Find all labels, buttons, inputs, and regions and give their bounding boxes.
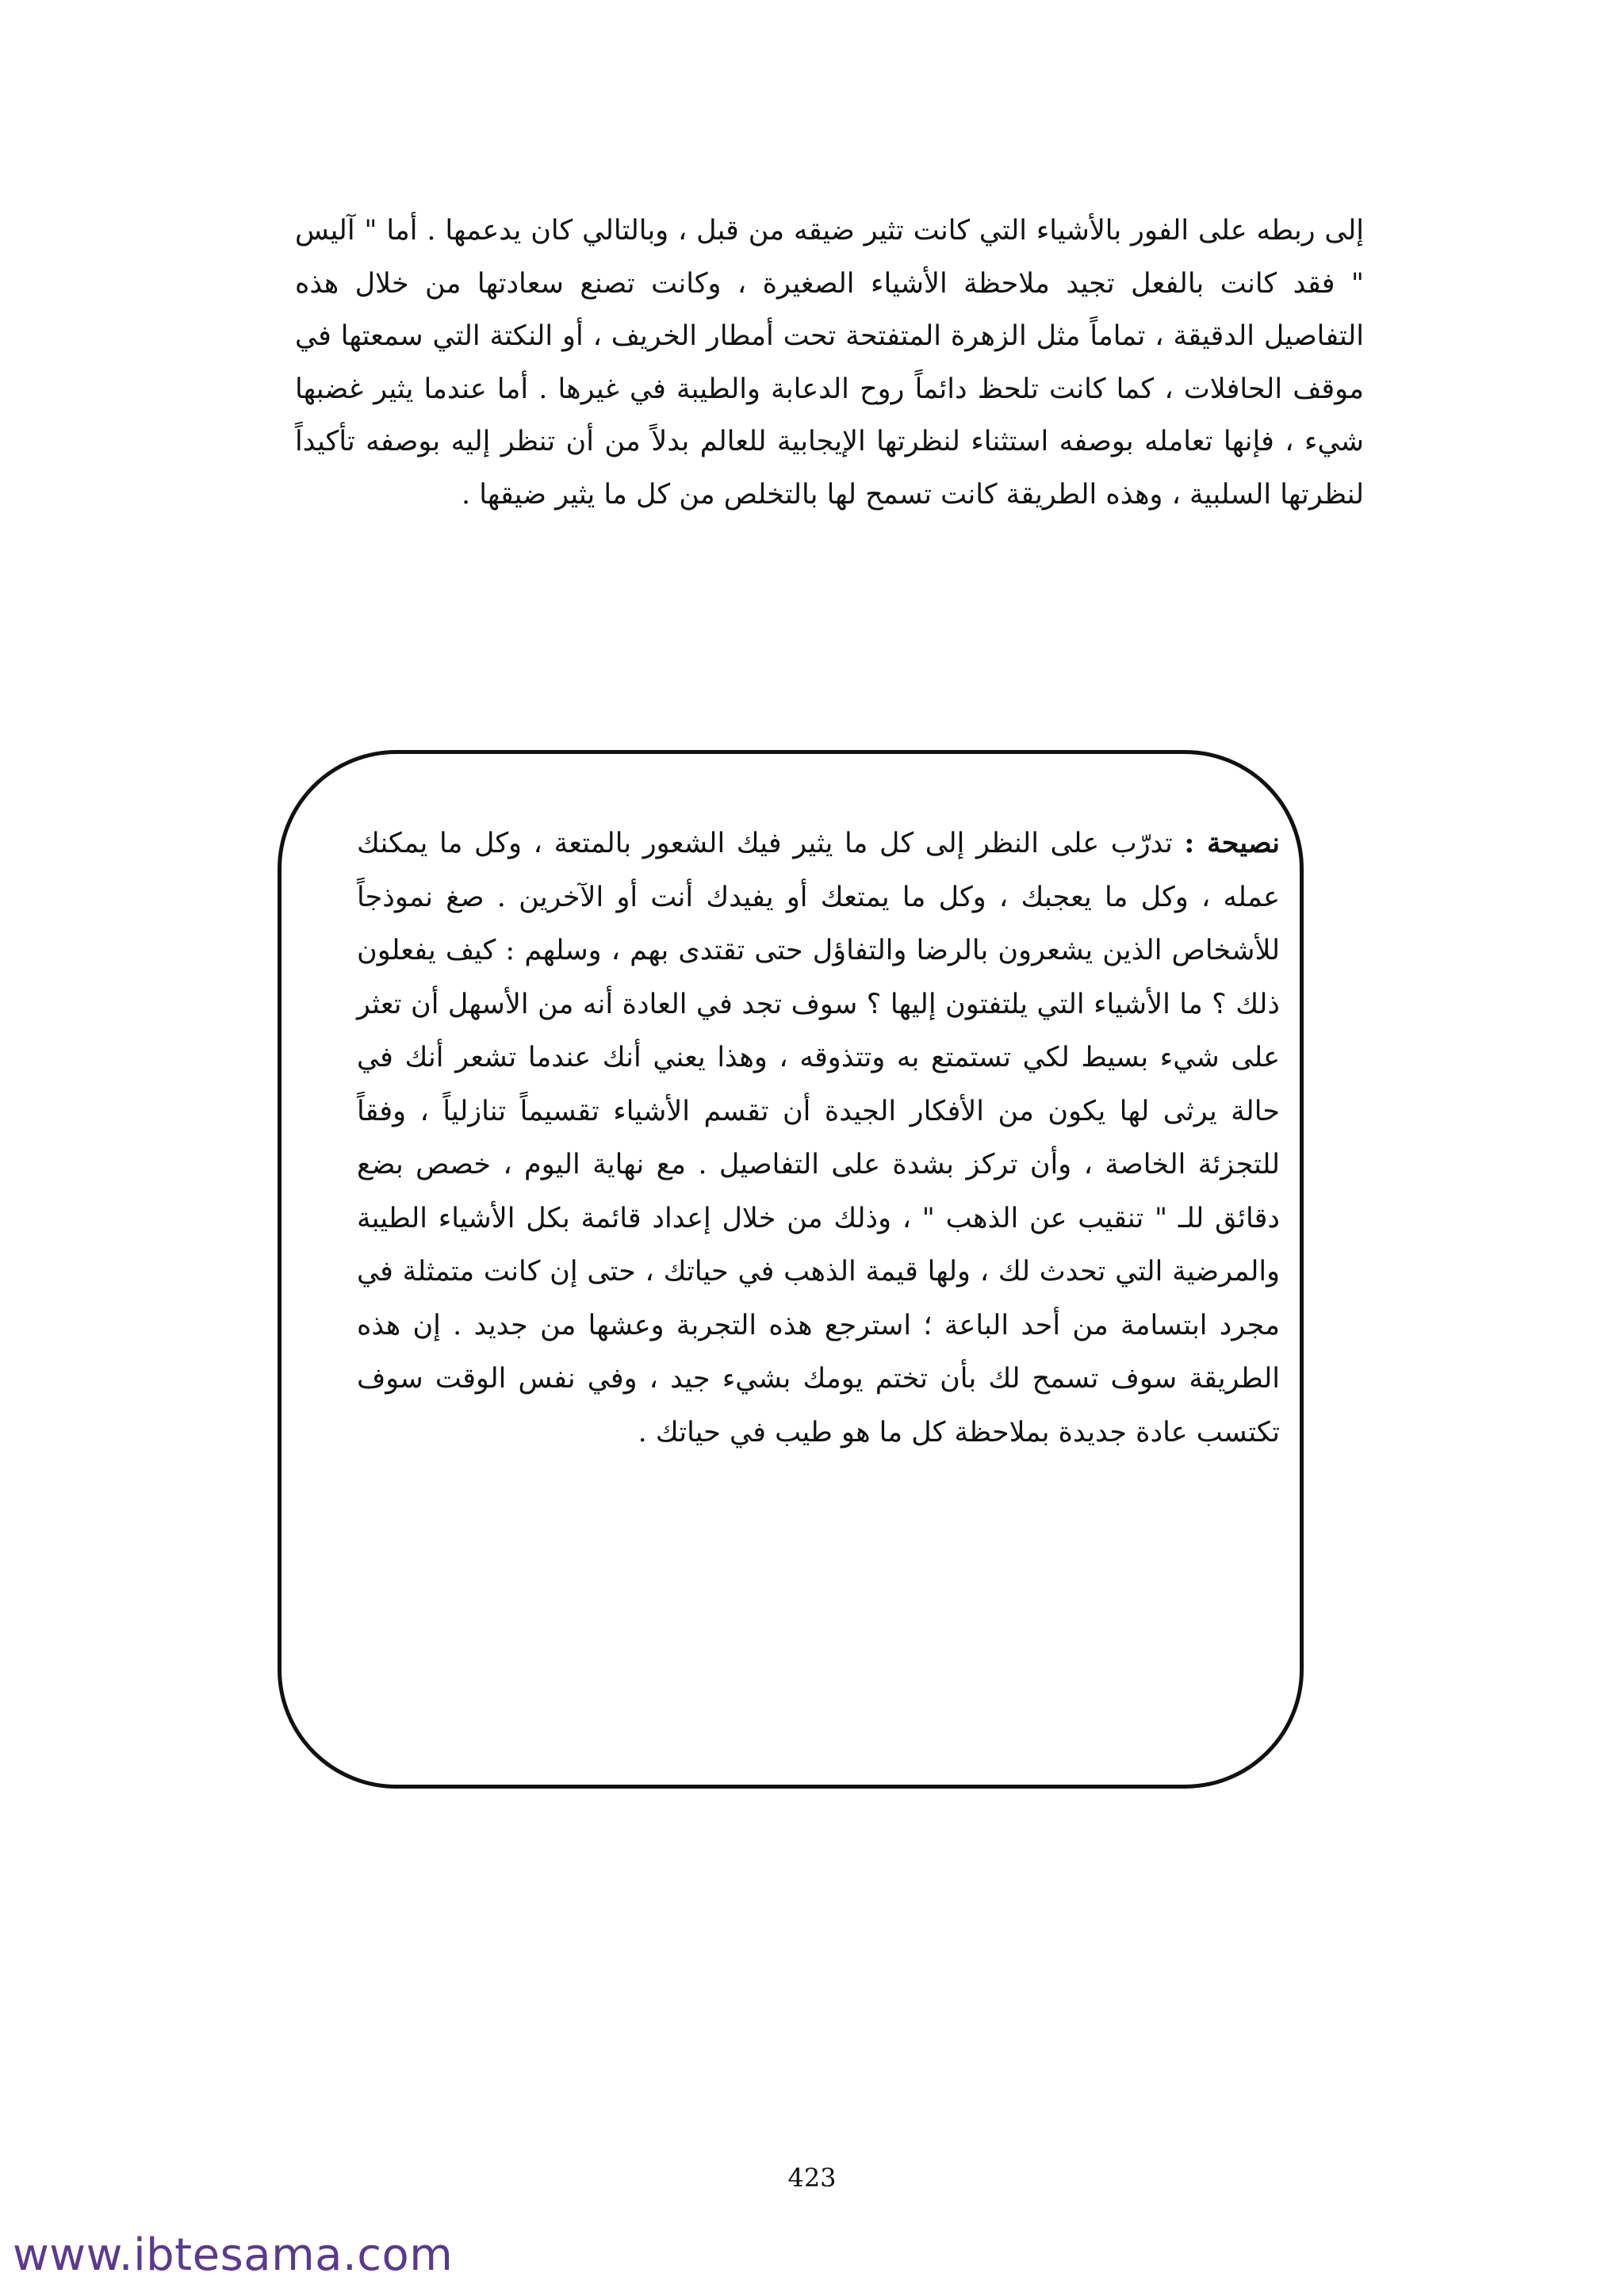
- site-watermark: www.ibtesama.com: [13, 2229, 454, 2281]
- advice-label: نصيحة :: [1184, 827, 1280, 859]
- page-number: 423: [787, 2163, 837, 2193]
- body-paragraph: إلى ربطه على الفور بالأشياء التي كانت تثير ضيقه من قبل ، وبالتالي كان يدعمها . أما " آليس " فقد كانت بالفعل تجيد ملاحظة الأشياء الصغيرة ، وكانت تصنع سعادتها من خلال هذه التفاصيل الدقيقة ، تماماً مثل الزهرة المتفتحة تحت أمطار الخريف ، أو النكتة التي سمعتها في موقف الحافلات ، كما كانت تلحظ دائماً روح الدعابة والطيبة في غيرها . أما عندما يثير غضبها شيء ، فإنها تعامله بوصفه استثناء لنظرتها الإيجابية للعالم بدلاً من أن تنظر إليه بوصفه تأكيداً لنظرتها السلبية ، وهذه الطريقة كانت تسمح لها بالتخلص من كل ما يثير ضيقها .: [295, 215, 1364, 511]
- advice-paragraph: [357, 817, 1280, 1460]
- advice-text: تدرّب على النظر إلى كل ما يثير فيك الشعور بالمتعة ، وكل ما يمكنك عمله ، وكل ما يعجبك ، وكل ما يمتعك أو يفيدك أنت أو الآخرين . صغ نموذجاً للأشخاص الذين يشعرون بالرضا والتفاؤل حتى تقتدى بهم ، وسلهم : كيف يفعلون ذلك ؟ ما الأشياء التي يلتفتون إليها ؟ سوف تجد في العادة أنه من الأسهل أن تعثر على شيء بسيط لكي تستمتع به وتتذوقه ، وهذا يعني أنك عندما تشعر أنك في حالة يرثى لها يكون من الأفكار الجيدة أن تقسم الأشياء تقسيماً تنازلياً ، وفقاً للتجزئة الخاصة ، وأن تركز بشدة على التفاصيل . مع نهاية اليوم ، خصص بضع دقائق للـ " تنقيب عن الذهب " ، وذلك من خلال إعداد قائمة بكل الأشياء الطيبة والمرضية التي تحدث لك ، ولها قيمة الذهب في حياتك ، حتى إن كانت متمثلة في مجرد ابتسامة من أحد الباعة ؛ استرجع هذه التجربة وعشها من جديد . إن هذه الطريقة سوف تسمح لك بأن تختم يومك بشيء جيد ، وفي نفس الوقت سوف تكتسب عادة جديدة بملاحظة كل ما هو طيب في حياتك .: [357, 828, 1280, 1448]
